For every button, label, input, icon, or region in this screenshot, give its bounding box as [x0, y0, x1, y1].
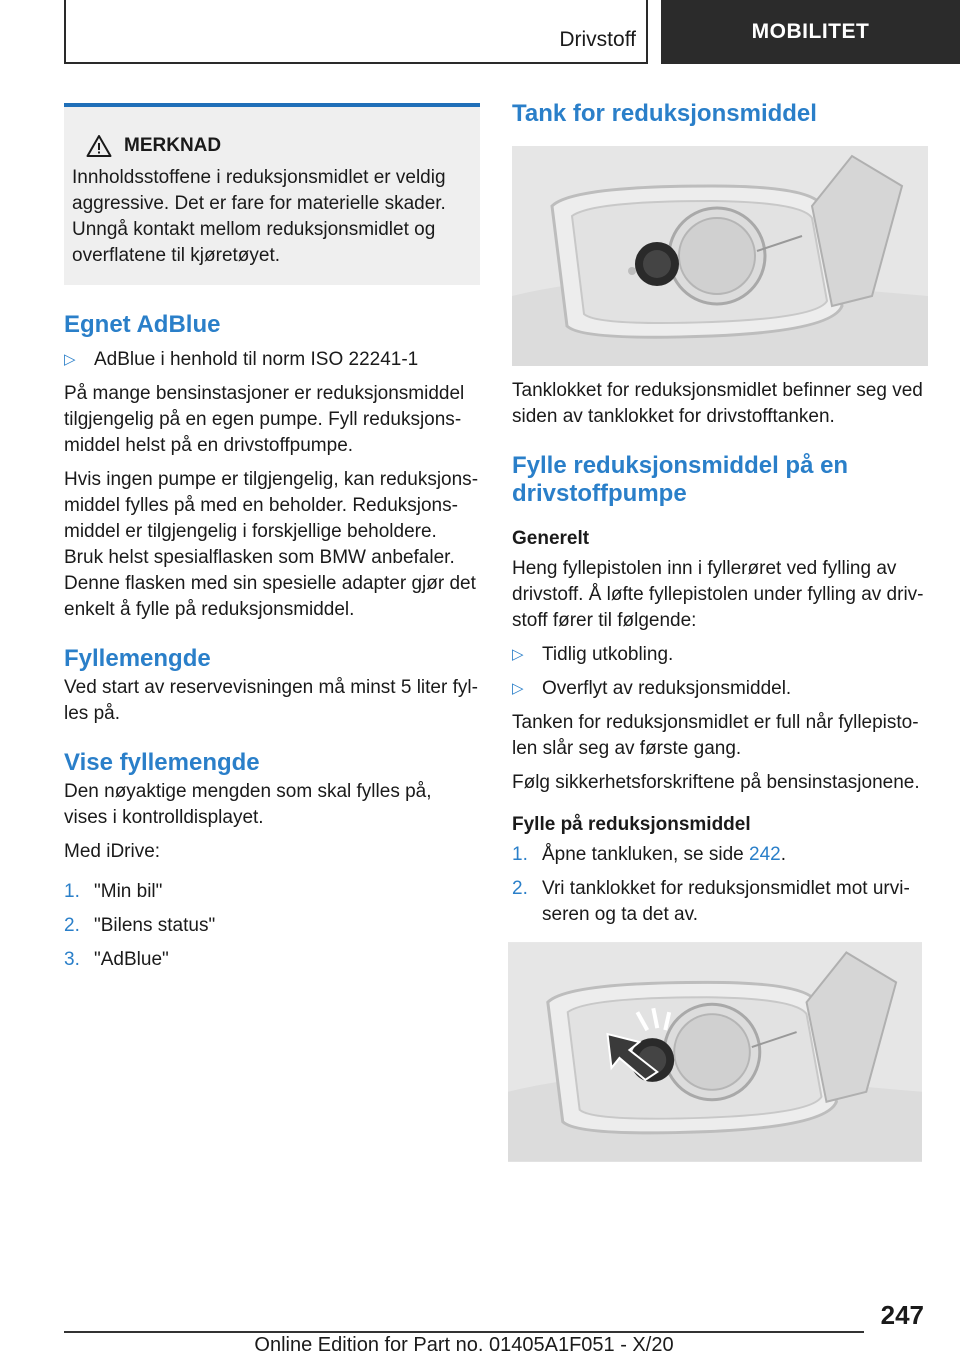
- paragraph: Ved start av reservevisningen må minst 5 liter fylles på.: [64, 677, 478, 724]
- list-item: [512, 642, 928, 668]
- step-number: 2.: [512, 878, 528, 899]
- step-number: 2.: [64, 915, 80, 936]
- heading-vise-fyllemengde: Vise fyllemengde: [64, 749, 260, 776]
- step-number: 3.: [64, 949, 80, 970]
- list-item: [64, 347, 480, 373]
- heading-fyllemengde: Fyllemengde: [64, 645, 211, 672]
- paragraph: Tanklokket for reduksjonsmidlet befinner seg ved siden av tanklokket for drivstofftanken.: [512, 380, 923, 427]
- list-item-text: AdBlue i henhold til norm ISO 22241-1: [94, 349, 419, 370]
- page-number: 247: [880, 1300, 924, 1330]
- warning-triangle-icon: [86, 134, 112, 158]
- step-text: Vri tanklokket for reduksjonsmidlet mot urviseren og ta det av.: [542, 878, 910, 925]
- list-item: [512, 842, 928, 868]
- tank-cap-removal-illustration: [508, 942, 922, 1162]
- page-link-242[interactable]: 242: [749, 844, 781, 865]
- left-column: [64, 103, 480, 981]
- footer-edition: Online Edition for Part no. 01405A1F051 - X/20: [254, 1334, 674, 1356]
- notice-text: Innholdsstoffene i reduksjonsmidlet er veldig aggressive. Det er fare for materielle skader. Unngå kontakt mellom reduksjonsmidlet og overflatene til kjøretøyet.: [72, 167, 446, 266]
- step-text: "Min bil": [94, 881, 163, 902]
- paragraph: Tanken for reduksjonsmidlet er full når fyllepistolen slår seg av første gang.: [512, 712, 919, 759]
- triangle-bullet-icon: ▷: [64, 351, 76, 368]
- right-column: [512, 100, 928, 1162]
- paragraph: På mange bensinstasjoner er reduksjonsmiddel tilgjengelig på en egen pumpe. Fyll reduksjonsmiddel helst på en drivstoffpumpe.: [64, 383, 465, 456]
- heading-tank: Tank for reduksjonsmiddel: [512, 100, 817, 127]
- step-number: 1.: [512, 844, 528, 865]
- tank-cap-rotate-image: [508, 942, 922, 1162]
- step-text: "Bilens status": [94, 915, 216, 936]
- heading-fylle-reduksjonsmiddel: Fylle reduksjonsmiddel på en drivstoffpumpe: [512, 452, 849, 507]
- paragraph: Den nøyaktige mengden som skal fylles på, vises i kontrolldisplayet.: [64, 781, 432, 828]
- footer-divider: [64, 1331, 864, 1333]
- list-item: [64, 879, 480, 905]
- header-section-title: Drivstoff: [559, 28, 636, 51]
- notice-box: [64, 103, 480, 285]
- paragraph: Heng fyllepistolen inn i fyllerøret ved fylling av drivstoff. Å løfte fyllepistolen under fylling av drivstoff fører til følgende:: [512, 558, 924, 631]
- list-item: [512, 876, 928, 928]
- tank-cap-illustration: [512, 146, 928, 366]
- list-item-text: Tidlig utkobling.: [542, 644, 674, 665]
- list-item: [512, 676, 928, 702]
- subheading-fylle-pa: Fylle på reduksjonsmiddel: [512, 814, 751, 835]
- triangle-bullet-icon: ▷: [512, 646, 524, 663]
- list-item-text: Overflyt av reduksjonsmiddel.: [542, 678, 792, 699]
- list-item: [64, 913, 480, 939]
- paragraph: Hvis ingen pumpe er tilgjengelig, kan reduksjonsmiddel fylles på med en beholder. Reduksjonsmiddel er tilgjengelig i forskjellige beholdere. Bruk helst spesialflasken som BMW anbefaler. Denne flasken med sin spesielle adapter gjør det enkelt å fylle på reduksjonsmiddel.: [64, 469, 479, 620]
- step-text: "AdBlue": [94, 949, 169, 970]
- heading-egnet-adblue: Egnet AdBlue: [64, 311, 221, 338]
- tank-cap-image: [512, 146, 928, 366]
- triangle-bullet-icon: ▷: [512, 680, 524, 697]
- subheading-generelt: Generelt: [512, 528, 590, 549]
- notice-header: [86, 133, 472, 159]
- step-text: Åpne tankluken, se side 242.: [542, 844, 787, 865]
- paragraph: Med iDrive:: [64, 841, 161, 862]
- header-tab-mobilitet[interactable]: MOBILITET: [661, 0, 960, 64]
- paragraph: Følg sikkerhetsforskriftene på bensinstasjonene.: [512, 772, 920, 793]
- notice-title: MERKNAD: [124, 135, 222, 156]
- list-item: [64, 947, 480, 973]
- step-number: 1.: [64, 881, 80, 902]
